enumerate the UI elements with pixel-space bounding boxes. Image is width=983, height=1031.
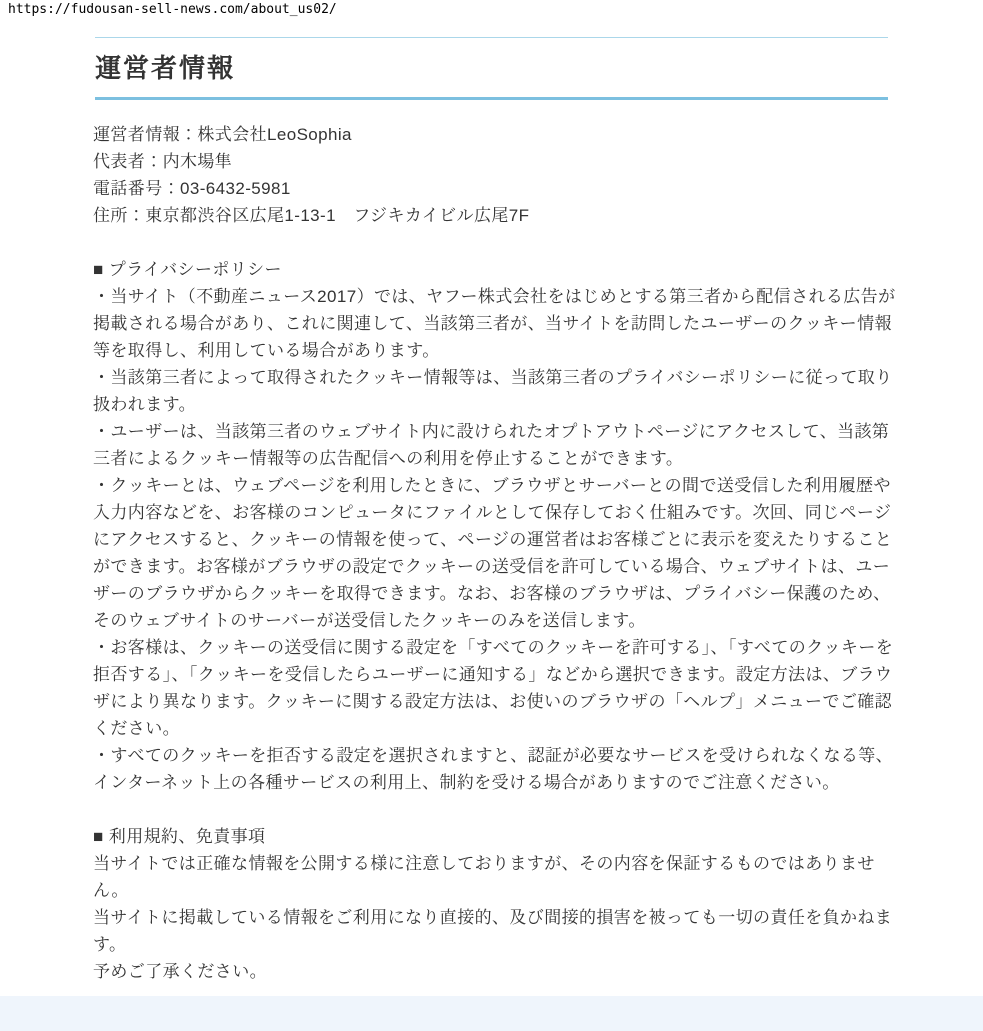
privacy-policy-paragraph: ・ユーザーは、当該第三者のウェブサイト内に設けられたオプトアウトページにアクセスして、当該第三者によるクッキー情報等の広告配信への利用を停止することができます。	[93, 422, 890, 469]
privacy-policy-paragraph: ・すべてのクッキーを拒否する設定を選択されますと、認証が必要なサービスを受けられなくなる等、インターネット上の各種サービスの利用上、制約を受ける場合がありますのでご注意ください。	[93, 746, 894, 793]
company-info-line-representative: 代表者：内木場隼	[93, 152, 233, 172]
terms-paragraph: 予めご了承ください。	[93, 962, 267, 982]
terms-section-title: ■ 利用規約、免責事項	[93, 827, 266, 847]
privacy-policy-paragraph: ・お客様は、クッキーの送受信に関する設定を「すべてのクッキーを許可する」、「すべてのクッキーを拒否する」、「クッキーを受信したらユーザーに通知する」などから選択できます。設定方法は、ブラウザにより異なります。クッキーに関する設定方法は、お使いのブラウザの「ヘルプ」メニューでご確認ください。	[93, 638, 894, 739]
company-info-line-operator: 運営者情報：株式会社LeoSophia	[93, 125, 352, 145]
company-info-line-phone: 電話番号：03-6432-5981	[93, 179, 291, 199]
terms-paragraph: 当サイトに掲載している情報をご利用になり直接的、及び間接的損害を被っても一切の責任を負かねます。	[93, 908, 893, 955]
privacy-policy-paragraph: ・クッキーとは、ウェブページを利用したときに、ブラウザとサーバーとの間で送受信した利用履歴や入力内容などを、お客様のコンピュータにファイルとして保存しておく仕組みです。次回、同じページにアクセスすると、クッキーの情報を使って、ページの運営者はお客様ごとに表示を変えたりすることができます。お客様がブラウザの設定でクッキーの送受信を許可している場合、ウェブサイトは、ユーザーのブラウザからクッキーを取得できます。なお、お客様のブラウザは、プライバシー保護のため、そのウェブサイトのサーバーが送受信したクッキーのみを送信します。	[93, 476, 893, 631]
privacy-policy-paragraph: ・当サイト（不動産ニュース2017）では、ヤフー株式会社をはじめとする第三者から配信される広告が掲載される場合があり、これに関連して、当該第三者が、当サイトを訪問したユーザーのクッキー情報等を取得し、利用している場合があります。	[93, 287, 896, 361]
main-content	[93, 37, 899, 985]
privacy-policy-paragraph: ・当該第三者によって取得されたクッキー情報等は、当該第三者のプライバシーポリシーに従って取り扱われます。	[93, 368, 893, 415]
body-text	[93, 121, 899, 985]
terms-paragraph: 当サイトでは正確な情報を公開する様に注意しておりますが、その内容を保証するものではありません。	[93, 854, 875, 901]
company-info-line-address: 住所：東京都渋谷区広尾1-13-1 フジキカイビル広尾7F	[93, 206, 530, 226]
page-title: 運営者情報	[95, 37, 888, 100]
page-footer	[0, 996, 983, 1031]
privacy-policy-section-title: ■ プライバシーポリシー	[93, 260, 282, 280]
page-url-text: https://fudousan-sell-news.com/about_us02/	[8, 2, 337, 17]
